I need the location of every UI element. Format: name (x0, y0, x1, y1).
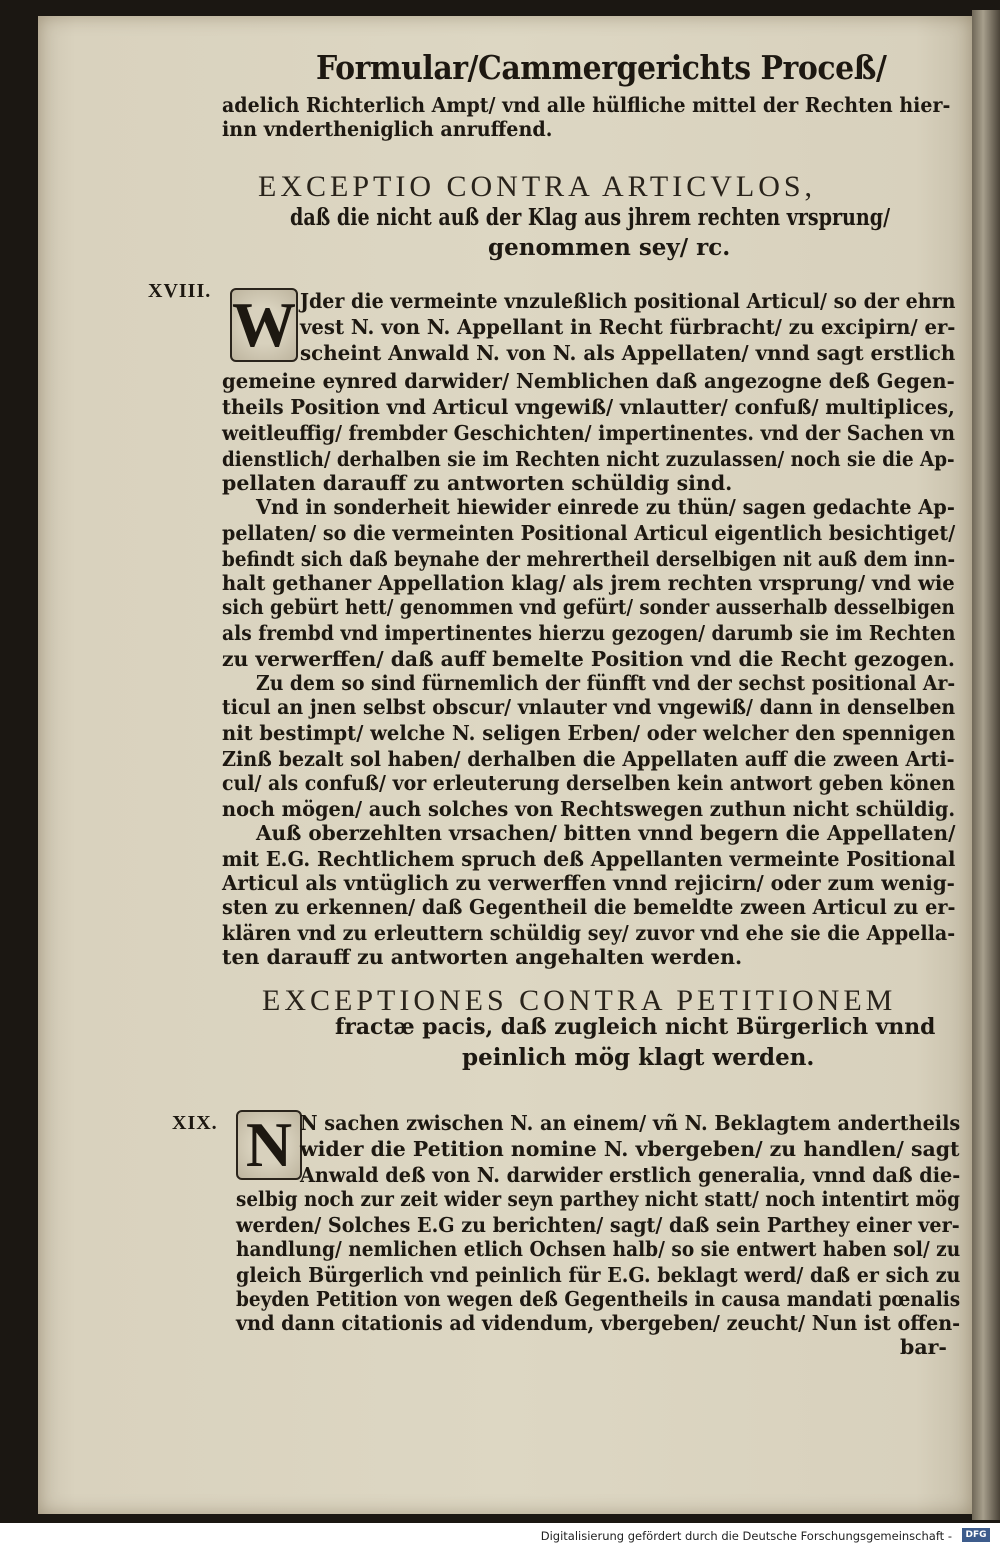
text-line: selbig noch zur zeit wider seyn parthey nicht statt/ noch intentirt mög (236, 1187, 960, 1211)
section-heading-1: EXCEPTIO CONTRA ARTICVLOS, (258, 170, 817, 203)
running-title: Formular/Cammergerichts Proceß/ (316, 48, 887, 87)
page-edge (972, 10, 1000, 1520)
text-line: weitleuffig/ frembder Geschichten/ impertinentes. vnd der Sachen vn (222, 421, 956, 445)
text-line: als frembd vnd impertinentes hierzu gezogen/ darumb sie im Rechten (222, 621, 956, 645)
text-line: ticul an jnen selbst obscur/ vnlauter vnd vngewiß/ dann in denselben (222, 695, 956, 719)
footer-credit: Digitalisierung gefördert durch die Deutsche Forschungsgemeinschaft - (540, 1529, 952, 1543)
section-numeral-1: XVIII. (148, 280, 212, 302)
text-line: adelich Richterlich Ampt/ vnd alle hülfliche mittel der Rechten hier- (222, 93, 951, 117)
text-line: Zu dem so sind fürnemlich der fünfft vnd der sechst positional Ar- (256, 671, 956, 695)
text-line: cul/ als confuß/ vor erleuterung derselben kein antwort geben könen (222, 771, 956, 795)
dropcap-2: N (236, 1110, 302, 1180)
text-line: handlung/ nemlichen etlich Ochsen halb/ so sie entwert haben sol/ zu (236, 1237, 961, 1261)
dropcap-1: W (232, 289, 296, 360)
text-line: ten darauff zu antworten angehalten werden. (222, 945, 743, 969)
text-line: Vnd in sonderheit hiewider einrede zu thün/ sagen gedachte Ap- (256, 495, 955, 519)
text-line: scheint Anwald N. von N. als Appellaten/ vnnd sagt erstlich (300, 341, 956, 365)
section-subheading-2-line-1: fractæ pacis, daß zugleich nicht Bürgerlich vnnd (335, 1014, 936, 1040)
text-line: nit bestimpt/ welche N. seligen Erben/ oder welcher den spennigen (222, 721, 956, 745)
text-line: dienstlich/ derhalben sie im Rechten nicht zuzulassen/ noch sie die Ap- (222, 447, 955, 471)
text-line: klären vnd zu erleuttern schüldig sey/ zuvor vnd ehe sie die Appella- (222, 921, 956, 945)
text-line: vest N. von N. Appellant in Recht fürbracht/ zu excipirn/ er- (300, 315, 956, 339)
text-line: zu verwerffen/ daß auff bemelte Position vnd die Recht gezogen. (222, 647, 955, 671)
text-line: Anwald deß von N. darwider erstlich generalia, vnnd daß die- (300, 1163, 961, 1187)
text-line: gemeine eynred darwider/ Nemblichen daß angezogne deß Gegen- (222, 369, 955, 393)
text-line: mit E.G. Rechtlichem spruch deß Appellanten vermeinte Positional (222, 847, 956, 871)
section-subheading-2-line-2: peinlich mög klagt werden. (462, 1044, 815, 1071)
text-line: pellaten darauff zu antworten schüldig sind. (222, 471, 733, 495)
section-numeral-2: XIX. (172, 1112, 218, 1134)
text-line: befindt sich daß beynahe der mehrertheil derselbigen nit auß dem inn- (222, 547, 956, 571)
text-line: vnd dann citationis ad videndum, vbergeben/ zeucht/ Nun ist offen- (236, 1311, 961, 1335)
text-line: werden/ Solches E.G zu berichten/ sagt/ daß sein Parthey einer ver- (236, 1213, 960, 1237)
section-subheading-1-line-2: genommen sey/ rc. (488, 234, 731, 261)
text-line: Articul als vntüglich zu verwerffen vnnd rejicirn/ oder zum wenig- (222, 871, 955, 895)
text-line: sich gebürt hett/ genommen vnd gefürt/ sonder ausserhalb desselbigen (222, 595, 955, 619)
text-line: pellaten/ so die vermeinten Positional Articul eigentlich besichtiget/ (222, 521, 956, 545)
text-line: gleich Bürgerlich vnd peinlich für E.G. beklagt werd/ daß er sich zu (236, 1263, 961, 1287)
section-subheading-1-line-1: daß die nicht auß der Klag aus jhrem rechten vrsprung/ (290, 204, 891, 231)
text-line: Zinß bezalt sol haben/ derhalben die Appellaten auff die zween Arti- (222, 747, 955, 771)
dfg-logo: DFG (962, 1528, 990, 1542)
text-line: noch mögen/ auch solches von Rechtswegen zuthun nicht schüldig. (222, 797, 956, 821)
text-line: inn vndertheniglich anruffend. (222, 117, 553, 141)
text-line: bar- (900, 1335, 947, 1359)
text-line: Auß oberzehlten vrsachen/ bitten vnnd begern die Appellaten/ (256, 821, 956, 845)
text-line: theils Position vnd Articul vngewiß/ vnlautter/ confuß/ multiplices, (222, 395, 955, 419)
text-line: sten zu erkennen/ daß Gegentheil die bemeldte zween Articul zu er- (222, 895, 956, 919)
text-line: N sachen zwischen N. an einem/ vñ N. Beklagtem andertheils (300, 1111, 961, 1135)
text-line: Jder die vermeinte vnzuleßlich positional Articul/ so der ehrn (300, 289, 956, 313)
text-line: wider die Petition nomine N. vbergeben/ zu handlen/ sagt (300, 1137, 960, 1161)
section-heading-2: EXCEPTIONES CONTRA PETITIONEM (262, 984, 897, 1017)
text-line: halt gethaner Appellation klag/ als jrem rechten vrsprung/ vnd wie (222, 571, 955, 595)
text-line: beyden Petition von wegen deß Gegentheils in causa mandati pœnalis (236, 1287, 961, 1311)
